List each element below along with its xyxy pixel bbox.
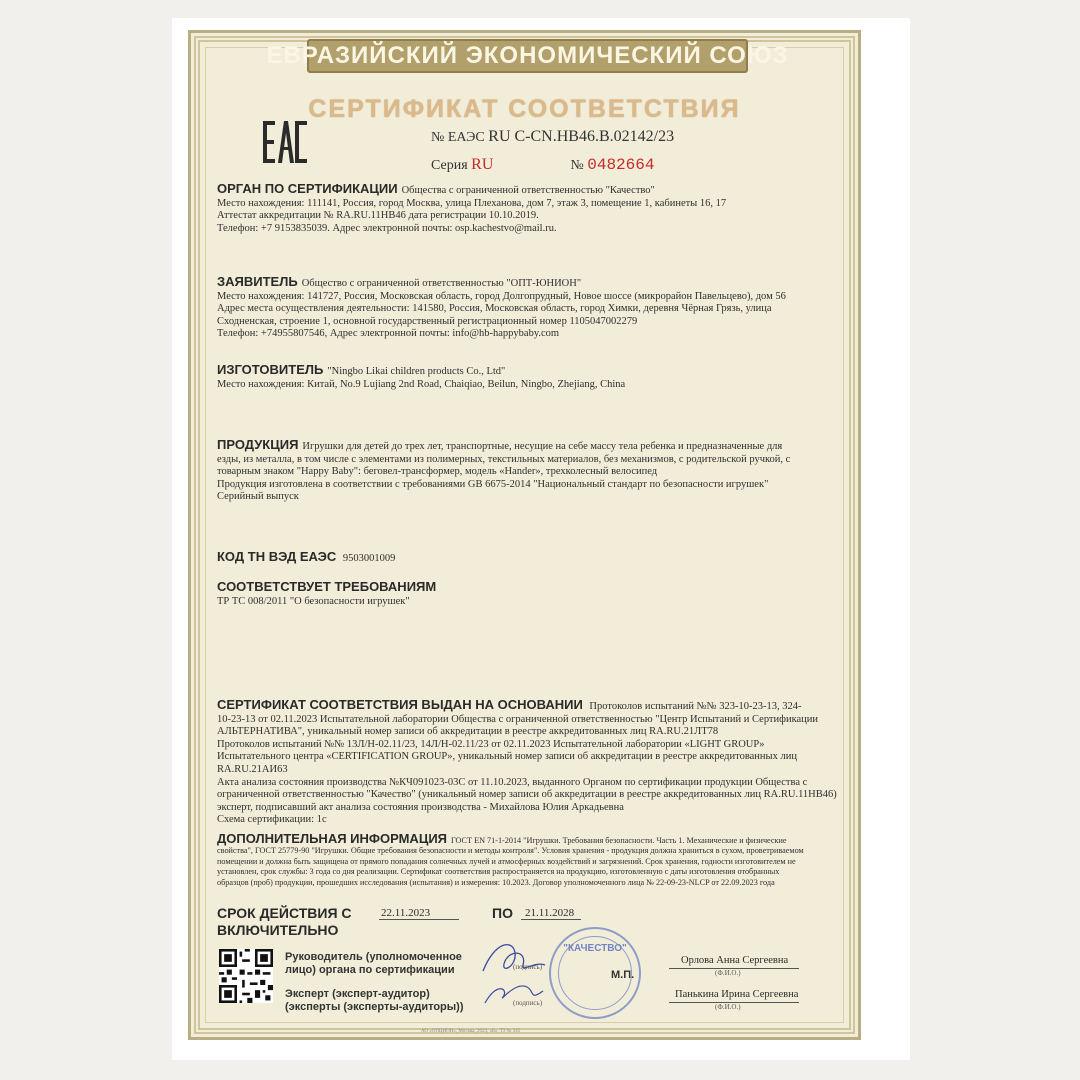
text-line: 10-23-13 от 02.11.2023 Испытательной лаборатории Общества с ограниченной ответственностью "Центр Испытаний и Сертификации bbox=[217, 713, 819, 725]
seal-label: М.П. bbox=[611, 969, 635, 981]
section-applicant bbox=[217, 276, 847, 341]
text-line: Испытательного центра «CERTIFICATION GROUP», уникальный номер записи об аккредитации в реестре аккредитованных лиц bbox=[217, 751, 797, 763]
section-cert-body bbox=[217, 183, 847, 235]
text-line: ТР ТС 008/2011 "О безопасности игрушек" bbox=[217, 595, 410, 607]
fio-caption: (Ф.И.О.) bbox=[715, 1003, 741, 1011]
text-line: Акта анализа состояния производства №КЧ091023-03С от 11.10.2023, выданного Органом по сертификации продукции Общества с bbox=[217, 776, 808, 788]
section-basis bbox=[217, 699, 847, 827]
heading: ПРОДУКЦИЯ bbox=[217, 437, 299, 452]
text-line: товарным знаком "Happy Baby": беговел-трансформер, модель «Hander», трехколесный велосипед bbox=[217, 466, 658, 478]
text-line: Сходненская, строение 1, основной государственный регистрационный номер 1105047002279 bbox=[217, 315, 638, 327]
heading: ДОПОЛНИТЕЛЬНАЯ ИНФОРМАЦИЯ bbox=[217, 831, 448, 846]
number-value: RU C-CN.HB46.B.02142/23 bbox=[488, 128, 675, 145]
series-code: RU bbox=[471, 156, 494, 173]
text-line: эксперт, подписавший акт анализа состояния производства - Михайлова Юлия Аркадьевна bbox=[217, 801, 624, 813]
certificate-title: СЕРТИФИКАТ СООТВЕТСТВИЯ bbox=[308, 95, 741, 123]
text-line: Телефон: +7 9153835039. Адрес электронной почты: osp.kachestvo@mail.ru. bbox=[217, 222, 557, 234]
text-line: Серийный выпуск bbox=[217, 491, 299, 503]
tn-ved-code: 9503001009 bbox=[342, 553, 396, 564]
expert-name: Панькина Ирина Сергеевна bbox=[675, 989, 799, 1000]
text-line: Схема сертификации: 1с bbox=[217, 814, 327, 826]
validity-to: 21.11.2028 bbox=[525, 907, 575, 919]
text: "Ningbo Likai children products Co., Ltd" bbox=[327, 366, 506, 377]
text: Игрушки для детей до трех лет, транспортные, несущие на себе массу тела ребенка и предназначенные для bbox=[302, 441, 783, 452]
heading: ОРГАН ПО СЕРТИФИКАЦИИ bbox=[217, 181, 398, 196]
section-requirements bbox=[217, 581, 847, 608]
eac-logo-icon bbox=[263, 119, 307, 169]
heading: СООТВЕТСТВУЕТ ТРЕБОВАНИЯМ bbox=[217, 579, 437, 594]
head-label: Руководитель (уполномоченное лицо) органа по сертификации bbox=[285, 951, 462, 976]
text: Протоколов испытаний №№ 323-10-23-13, 324- bbox=[589, 701, 802, 712]
text-line: образцов (проб) продукции, прошедших исследования (испытания) и измерения: 10.2023. Договор уполномоченного лица № 22-09-23-NLCP от 22.09.2023 года bbox=[217, 877, 775, 887]
signature-caption: (подпись) bbox=[513, 999, 543, 1007]
series-number-label: № bbox=[570, 158, 584, 173]
signature-caption: (подпись) bbox=[513, 963, 543, 971]
heading: КОД ТН ВЭД ЕАЭС bbox=[217, 549, 337, 564]
qr-code-icon bbox=[219, 949, 273, 1003]
stamp-text: "КАЧЕСТВО" bbox=[563, 943, 627, 954]
series-label: Серия bbox=[431, 158, 468, 173]
validity-to-label: ПО bbox=[492, 905, 513, 921]
text-line: Место нахождения: Китай, No.9 Lujiang 2nd Road, Chaiqiao, Beilun, Ningbo, Zhejiang, China bbox=[217, 378, 626, 390]
text-line: Телефон: +74955807546, Адрес электронной почты: info@hb-happybaby.com bbox=[217, 328, 560, 340]
section-manufacturer bbox=[217, 364, 847, 391]
section-additional-info bbox=[217, 831, 847, 888]
text-line: установлен, срок службы: 3 года со дня реализации. Сертификат соответствия распространяется на продукцию, изготовленную с даты изготовления отобранных bbox=[217, 867, 780, 877]
text: Общество с ограниченной ответственностью "ОПТ-ЮНИОН" bbox=[301, 278, 582, 289]
series-line bbox=[431, 156, 654, 174]
validity-from: 22.11.2023 bbox=[381, 907, 431, 919]
text-line: езды, из металла, в том числе с элементами из полимерных, текстильных материалов, без механизмов, с родительской ручкой, с bbox=[217, 453, 791, 465]
text-line: Место нахождения: 111141, Россия, город Москва, улица Плеханова, дом 7, этаж 3, помещение 1, кабинеты 16, 17 bbox=[217, 197, 727, 209]
text-line: Адрес места осуществления деятельности: 141580, Россия, Московская область, город Химки, деревня Чёрная Грязь, улица bbox=[217, 303, 772, 315]
text-line: свойства", ГОСТ 25779-90 "Игрушки. Общие требования безопасности и методы контроля". Условия хранения - продукция должна храниться в сухом, проветриваемом bbox=[217, 846, 804, 856]
text-line: Аттестат аккредитации № RA.RU.11HB46 дата регистрации 10.10.2019. bbox=[217, 210, 539, 222]
text-line: Место нахождения: 141727, Россия, Московская область, город Долгопрудный, Новое шоссе (микрорайон Павельцево), дом 56 bbox=[217, 290, 786, 302]
heading: СЕРТИФИКАТ СООТВЕТСТВИЯ ВЫДАН НА ОСНОВАНИИ bbox=[217, 697, 583, 712]
print-footer: АО «ОПЦИОН», Москва, 2023, «Б», Т3 № 345 bbox=[421, 1029, 521, 1034]
certificate-number bbox=[431, 128, 674, 146]
series-number: 0482664 bbox=[587, 156, 655, 174]
text-line: АЛЬТЕРНАТИВА", уникальный номер записи об аккредитации в реестре аккредитованных лиц RA.RU.21ЛТ78 bbox=[217, 726, 719, 738]
certificate bbox=[188, 30, 861, 1040]
section-product bbox=[217, 439, 847, 504]
validity-heading: СРОК ДЕЙСТВИЯ С bbox=[217, 905, 352, 921]
text-line: Продукция изготовлена в соответствии с требованиями GB 6675-2014 "Национальный стандарт по безопасности игрушек" bbox=[217, 478, 769, 490]
number-prefix: № ЕАЭС bbox=[431, 130, 485, 145]
text-line: RA.RU.21АИ63 bbox=[217, 763, 288, 775]
text: ГОСТ EN 71-1-2014 "Игрушки. Требования безопасности. Часть 1. Механические и физические bbox=[451, 836, 787, 845]
validity-inclusive: ВКЛЮЧИТЕЛЬНО bbox=[217, 922, 339, 938]
text: Общества с ограниченной ответственностью "Качество" bbox=[401, 185, 655, 196]
underline bbox=[521, 919, 581, 920]
text-line: помещении и должна быть защищена от прямого попадания солнечных лучей и атмосферных воздействий и загрязнений. Срок хранения, годности изготовителем не bbox=[217, 856, 796, 866]
text-line: Протоколов испытаний №№ 13Л/Н-02.11/23, 14Л/Н-02.11/23 от 02.11.2023 Испытательной лаборатории «LIGHT GROUP» bbox=[217, 738, 765, 750]
underline bbox=[379, 919, 459, 920]
union-title: ЕВРАЗИЙСКИЙ ЭКОНОМИЧЕСКИЙ СОЮЗ bbox=[307, 39, 748, 73]
expert-label: Эксперт (эксперт-аудитор) (эксперты (эксперты-аудиторы)) bbox=[285, 988, 464, 1013]
section-tn-ved bbox=[217, 551, 847, 566]
text-line: ограниченной ответственностью "Качество" (уникальный номер записи об аккредитации в реестре аккредитованных лиц RA.RU.11HB46) bbox=[217, 789, 837, 801]
fio-caption: (Ф.И.О.) bbox=[715, 969, 741, 977]
heading: ЗАЯВИТЕЛЬ bbox=[217, 274, 298, 289]
head-name: Орлова Анна Сергеевна bbox=[681, 955, 789, 966]
heading: ИЗГОТОВИТЕЛЬ bbox=[217, 362, 324, 377]
